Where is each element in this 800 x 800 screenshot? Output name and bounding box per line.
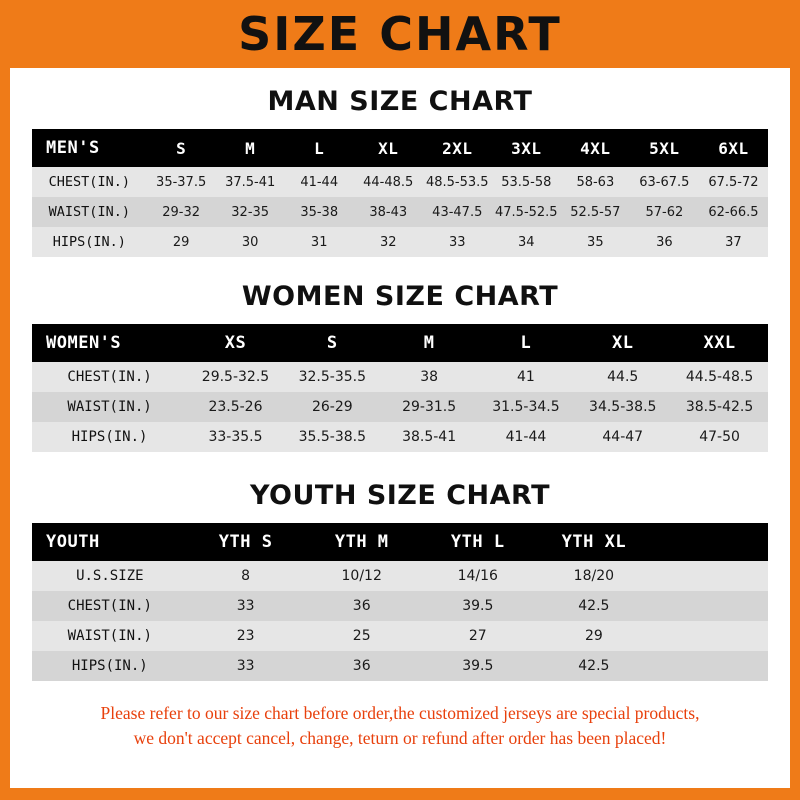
cell: 14/16 bbox=[457, 568, 498, 584]
cell: 35 bbox=[587, 234, 604, 250]
header-cell-xs: XS bbox=[224, 333, 247, 353]
cell: 53.5-58 bbox=[501, 174, 552, 190]
header-cell-yth-l: YTH L bbox=[450, 532, 505, 552]
table-row bbox=[32, 227, 768, 257]
men-size-table bbox=[32, 129, 768, 257]
header-cell-yth-xl: YTH XL bbox=[561, 532, 627, 552]
table-row bbox=[32, 422, 768, 452]
cell: 23 bbox=[236, 628, 255, 644]
header-cell-yth-m: YTH M bbox=[334, 532, 389, 552]
row-label-chest: CHEST(IN.) bbox=[67, 598, 152, 614]
footer-note bbox=[32, 701, 768, 752]
header-cell-s: S bbox=[326, 333, 338, 353]
cell: 48.5-53.5 bbox=[425, 174, 489, 190]
cell bbox=[652, 651, 768, 681]
cell bbox=[652, 621, 768, 651]
cell: 26-29 bbox=[311, 399, 353, 415]
cell: 31 bbox=[310, 234, 328, 250]
cell: 44.5 bbox=[607, 369, 639, 385]
row-label-chest: CHEST(IN.) bbox=[67, 369, 152, 385]
cell: 39.5 bbox=[462, 598, 494, 614]
cell: 38-43 bbox=[369, 204, 408, 220]
cell: 31.5-34.5 bbox=[492, 399, 560, 415]
cell: 8 bbox=[241, 568, 251, 584]
cell: 52.5-57 bbox=[570, 204, 621, 220]
header-cell-men-label: MEN'S bbox=[46, 138, 100, 158]
table-row bbox=[32, 197, 768, 227]
cell: 47-50 bbox=[699, 429, 740, 445]
header-cell-women-label: WOMEN'S bbox=[46, 333, 122, 353]
cell: 30 bbox=[241, 234, 259, 250]
section-title-men: MAN SIZE CHART bbox=[267, 86, 533, 117]
table-row bbox=[32, 167, 768, 197]
cell: 34 bbox=[518, 234, 535, 250]
table-row bbox=[32, 392, 768, 422]
table-row bbox=[32, 362, 768, 392]
row-label-us-size: U.S.SIZE bbox=[76, 568, 144, 584]
cell: 27 bbox=[468, 628, 487, 644]
cell: 29.5-32.5 bbox=[201, 369, 270, 385]
cell: 33 bbox=[236, 598, 255, 614]
cell: 44.5-48.5 bbox=[685, 369, 754, 385]
cell: 39.5 bbox=[462, 658, 494, 674]
cell: 35-37.5 bbox=[156, 174, 207, 190]
cell: 41-44 bbox=[300, 174, 339, 190]
cell: 41 bbox=[517, 369, 535, 385]
header-cell-l: L bbox=[314, 138, 325, 158]
cell: 32-35 bbox=[231, 204, 270, 220]
cell: 23.5-26 bbox=[208, 399, 263, 415]
cell: 35.5-38.5 bbox=[298, 429, 366, 445]
cell: 44-48.5 bbox=[363, 174, 414, 190]
cell: 29 bbox=[172, 234, 190, 250]
cell: 38 bbox=[420, 369, 439, 385]
page-banner bbox=[0, 0, 800, 68]
cell: 44-47 bbox=[602, 429, 644, 445]
header-cell-3xl: 3XL bbox=[511, 138, 542, 158]
table-header-row bbox=[32, 523, 768, 561]
header-cell-s: S bbox=[176, 138, 187, 158]
cell: 42.5 bbox=[578, 658, 610, 674]
cell: 57-62 bbox=[645, 204, 684, 220]
cell: 38.5-41 bbox=[402, 429, 457, 445]
cell: 41-44 bbox=[505, 429, 547, 445]
header-cell-yth-s: YTH S bbox=[218, 532, 273, 552]
cell: 37.5-41 bbox=[225, 174, 276, 190]
cell: 38.5-42.5 bbox=[685, 399, 754, 415]
table-row bbox=[32, 591, 768, 621]
header-cell-m: M bbox=[423, 333, 435, 353]
cell: 34.5-38.5 bbox=[589, 399, 657, 415]
page-title: SIZE CHART bbox=[238, 7, 562, 61]
cell: 67.5-72 bbox=[708, 174, 759, 190]
header-cell-empty bbox=[652, 523, 768, 561]
row-label-hips: HIPS(IN.) bbox=[71, 429, 148, 445]
header-cell-6xl: 6XL bbox=[718, 138, 749, 158]
cell: 36 bbox=[352, 598, 371, 614]
cell: 42.5 bbox=[578, 598, 610, 614]
header-cell-youth-label: YOUTH bbox=[46, 532, 100, 552]
cell: 47.5-52.5 bbox=[495, 204, 558, 220]
table-row bbox=[32, 651, 768, 681]
row-label-waist: WAIST(IN.) bbox=[48, 204, 130, 220]
footer-note-line-2: we don't accept cancel, change, teturn or refund after order has been placed! bbox=[133, 728, 667, 749]
row-label-chest: CHEST(IN.) bbox=[48, 174, 130, 190]
section-women bbox=[32, 281, 768, 452]
cell: 10/12 bbox=[341, 568, 382, 584]
table-header-row bbox=[32, 324, 768, 362]
cell bbox=[652, 591, 768, 621]
header-cell-5xl: 5XL bbox=[649, 138, 680, 158]
section-title-women: WOMEN SIZE CHART bbox=[241, 281, 559, 312]
cell: 29 bbox=[584, 628, 603, 644]
cell: 36 bbox=[352, 658, 371, 674]
cell bbox=[652, 561, 768, 591]
header-cell-4xl: 4XL bbox=[580, 138, 611, 158]
row-label-waist: WAIST(IN.) bbox=[67, 399, 152, 415]
header-cell-xl: XL bbox=[611, 333, 634, 353]
table-header-row bbox=[32, 129, 768, 167]
table-row bbox=[32, 561, 768, 591]
header-cell-l: L bbox=[520, 333, 532, 353]
row-label-hips: HIPS(IN.) bbox=[71, 658, 148, 674]
bottom-accent-bar bbox=[10, 788, 790, 800]
row-label-hips: HIPS(IN.) bbox=[52, 234, 126, 250]
cell: 63-67.5 bbox=[639, 174, 690, 190]
cell: 58-63 bbox=[576, 174, 615, 190]
header-cell-m: M bbox=[245, 138, 256, 158]
header-cell-xl: XL bbox=[378, 138, 399, 158]
cell: 29-31.5 bbox=[402, 399, 457, 415]
youth-size-table bbox=[32, 523, 768, 681]
cell: 32 bbox=[379, 234, 397, 250]
table-row bbox=[32, 621, 768, 651]
cell: 29-32 bbox=[162, 204, 201, 220]
women-size-table bbox=[32, 324, 768, 452]
chart-content bbox=[10, 86, 790, 752]
row-label-waist: WAIST(IN.) bbox=[67, 628, 152, 644]
cell: 35-38 bbox=[300, 204, 339, 220]
cell: 33-35.5 bbox=[208, 429, 263, 445]
header-cell-xxl: XXL bbox=[703, 333, 736, 353]
footer-note-line-1: Please refer to our size chart before order,the customized jerseys are special products, bbox=[100, 703, 700, 723]
cell: 33 bbox=[236, 658, 255, 674]
cell: 18/20 bbox=[573, 568, 615, 584]
cell: 37 bbox=[725, 234, 742, 250]
cell: 62-66.5 bbox=[708, 204, 759, 220]
header-cell-2xl: 2XL bbox=[442, 138, 473, 158]
cell: 33 bbox=[448, 234, 466, 250]
section-youth bbox=[32, 480, 768, 681]
section-men bbox=[32, 86, 768, 257]
section-title-youth: YOUTH SIZE CHART bbox=[249, 480, 551, 511]
cell: 43-47.5 bbox=[432, 204, 483, 220]
cell: 32.5-35.5 bbox=[298, 369, 366, 385]
cell: 36 bbox=[656, 234, 673, 250]
cell: 25 bbox=[352, 628, 371, 644]
